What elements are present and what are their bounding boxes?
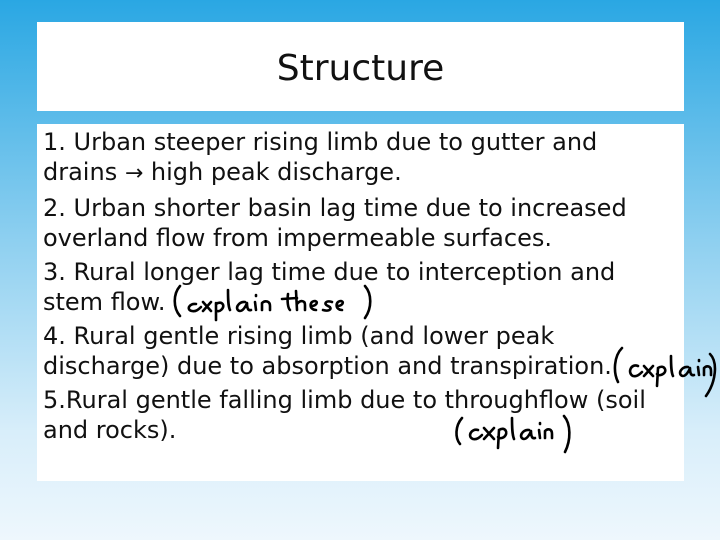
handwritten-note-explain-1 [610, 342, 720, 404]
handwritten-note-explain-2 [452, 412, 577, 458]
point-2-line-2: overland flow from impermeable surfaces. [43, 224, 552, 253]
point-5-line-1: 5.Rural gentle falling limb due to throughflow (soil [43, 385, 646, 414]
point-1-line-1: 1. Urban steeper rising limb due to gutter and [43, 128, 598, 156]
point-5-line-2: and rocks). [43, 415, 177, 444]
slide-title: Structure [276, 48, 445, 89]
point-2-line-1: 2. Urban shorter basin lag time due to increased [43, 193, 627, 222]
title-panel [37, 22, 684, 111]
point-1-line-2 [43, 157, 646, 189]
handwritten-note-explain-these [170, 282, 380, 322]
point-1-result: high peak discharge. [150, 158, 402, 187]
point-3-line-1: 3. Rural longer lag time due to interception and [43, 257, 616, 286]
point-1-drains: drains [43, 158, 118, 187]
point-4-line-1: 4. Rural gentle rising limb (and lower peak [43, 321, 555, 350]
arrow-icon: → [124, 161, 144, 187]
point-4-line-2: discharge) due to absorption and transpiration. [43, 351, 612, 380]
point-3-line-2: stem flow. [43, 288, 166, 317]
